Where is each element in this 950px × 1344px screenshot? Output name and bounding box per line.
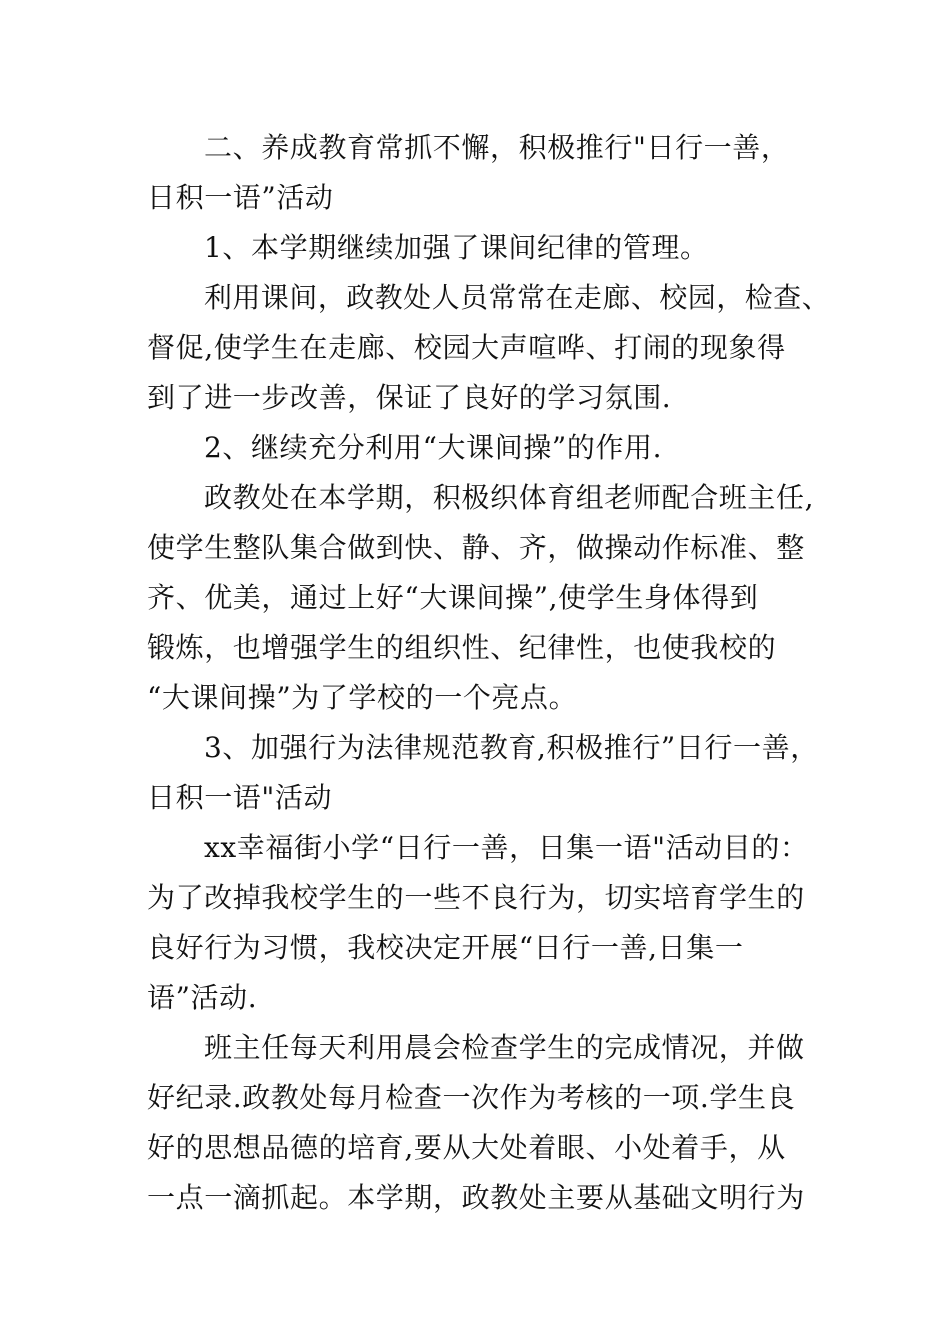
- paragraph-line: 使学生整队集合做到快、静、齐，做操动作标准、整: [147, 531, 805, 564]
- paragraph-line: “大课间操”为了学校的一个亮点。: [147, 681, 578, 714]
- paragraph-line: 一点一滴抓起。本学期，政教处主要从基础文明行为: [147, 1181, 805, 1214]
- paragraph-line: 齐、优美，通过上好“大课间操”,使学生身体得到: [147, 581, 759, 614]
- paragraph-line: 良好行为习惯，我校决定开展“日行一善,日集一: [147, 931, 744, 964]
- paragraph-line: 好纪录.政教处每月检查一次作为考核的一项.学生良: [147, 1081, 796, 1114]
- paragraph-line: 督促,使学生在走廊、校园大声喧哗、打闹的现象得: [147, 331, 786, 364]
- item-3-heading: 3、加强行为法律规范教育,积极推行”日行一善，: [204, 731, 819, 764]
- paragraph-line: 政教处在本学期，积极织体育组老师配合班主任,: [204, 481, 815, 514]
- paragraph-line: xx幸福街小学“日行一善，日集一语"活动目的：: [204, 831, 809, 864]
- section-heading-line-1: 二、养成教育常抓不懈，积极推行"日行一善，: [204, 131, 790, 164]
- paragraph-line: 利用课间，政教处人员常常在走廊、校园，检查、: [204, 281, 831, 314]
- item-3-heading-continued: 日积一语"活动: [147, 781, 333, 814]
- paragraph-line: 语”活动.: [147, 981, 258, 1014]
- paragraph-line: 为了改掉我校学生的一些不良行为，切实培育学生的: [147, 881, 805, 914]
- section-heading-line-2: 日积一语”活动: [147, 181, 334, 214]
- paragraph-line: 班主任每天利用晨会检查学生的完成情况，并做: [204, 1031, 805, 1064]
- paragraph-line: 好的思想品德的培育,要从大处着眼、小处着手，从: [147, 1131, 786, 1164]
- paragraph-line: 锻炼，也增强学生的组织性、纪律性，也使我校的: [147, 631, 777, 664]
- item-2-heading: 2、继续充分利用“大课间操”的作用.: [204, 431, 663, 464]
- paragraph-line: 到了进一步改善，保证了良好的学习氛围.: [147, 381, 672, 414]
- item-1-heading: 1、本学期继续加强了课间纪律的管理。: [204, 231, 709, 264]
